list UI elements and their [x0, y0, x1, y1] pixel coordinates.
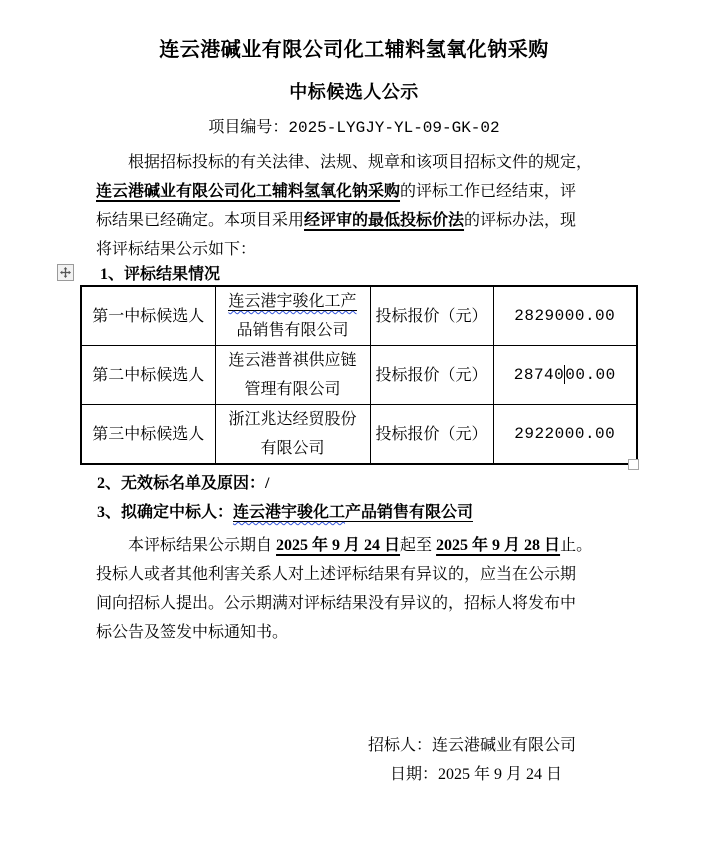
table-move-handle-icon[interactable]: [57, 264, 74, 281]
text-line[interactable]: [96, 177, 612, 206]
table-row: [81, 346, 637, 405]
text-line[interactable]: [96, 235, 612, 264]
table-row: [81, 286, 637, 346]
rank-cell[interactable]: 第三中标候选人: [81, 405, 215, 465]
price-cell[interactable]: 2922000.00: [493, 405, 637, 465]
rank-cell[interactable]: 第一中标候选人: [81, 286, 215, 346]
text-line[interactable]: [96, 206, 612, 235]
price-cell[interactable]: 2829000.00: [493, 286, 637, 346]
company-name-line: [220, 346, 366, 375]
company-name-line: [220, 405, 366, 434]
company-name-line: [220, 287, 366, 316]
text-run: 根据招标投标的有关法律、法规、规章和该项目招标文件的规定，: [128, 154, 593, 171]
emphasized-text-run: 经评审的最低投标价法: [304, 212, 465, 229]
company-name-text: 连云港宇骏化工产: [228, 293, 357, 310]
project-number[interactable]: 项目编号：2025-LYGJY-YL-09-GK-02: [208, 119, 500, 137]
emphasized-text-run: 2025 年 9 月 24 日: [276, 537, 401, 554]
date-line[interactable]: 日期：2025 年 9 月 24 日: [390, 766, 563, 783]
text-run: 间向招标人提出。公示期满对评标结果没有异议的，招标人将发布中: [96, 595, 577, 612]
section-heading-3[interactable]: [97, 502, 708, 523]
price-text: 00.00: [565, 365, 616, 384]
company-name-text: 连云港普祺供应链: [228, 352, 357, 369]
text-run: 起至: [400, 537, 437, 554]
table-resize-handle[interactable]: [628, 459, 639, 470]
company-name-text: 管理有限公司: [244, 381, 341, 398]
company-cell[interactable]: [215, 346, 370, 405]
section-heading-1[interactable]: 1、评标结果情况: [100, 266, 221, 283]
text-line[interactable]: [96, 560, 612, 589]
text-line[interactable]: [96, 531, 612, 560]
emphasized-text-run: 连云港碱业有限公司化工辅料氢氧化钠采购: [96, 183, 401, 200]
bid-results-table: [80, 285, 638, 465]
text-run: 将评标结果公示如下：: [96, 241, 257, 258]
company-cell[interactable]: [215, 405, 370, 465]
text-run: 标公告及签发中标通知书。: [96, 624, 289, 641]
text-run: 的评标工作已经结束，评: [400, 183, 577, 200]
price-label-cell[interactable]: 投标报价（元）: [370, 405, 493, 465]
paragraph-notice[interactable]: [96, 531, 612, 647]
company-name-text: 浙江兆达经贸股份: [228, 411, 357, 428]
text-run: 投标人或者其他利害关系人对上述评标结果有异议的，应当在公示期: [96, 566, 577, 583]
text-line[interactable]: [96, 148, 612, 177]
emphasized-text-run: 2025 年 9 月 28 日: [436, 537, 561, 554]
text-run: 标结果已经确定。本项目采用: [96, 212, 305, 229]
company-name-text: 有限公司: [260, 440, 325, 457]
text-run: 止。: [560, 537, 593, 554]
price-cell[interactable]: [493, 346, 637, 405]
winning-bidder-name-wavy-part: 连云港宇骏化工: [233, 504, 346, 521]
bid-results-table-body: [81, 286, 637, 464]
company-cell[interactable]: [215, 286, 370, 346]
text-line[interactable]: [96, 618, 612, 647]
company-name-line: [220, 375, 366, 404]
table-row: [81, 405, 637, 465]
bidder-signature-line[interactable]: 招标人：连云港碱业有限公司: [368, 737, 577, 754]
section-3-prefix: 3、拟确定中标人：: [97, 504, 234, 521]
signature-block: [368, 731, 708, 789]
document-subtitle[interactable]: 中标候选人公示: [289, 82, 419, 102]
four-way-arrow-icon: [60, 267, 71, 278]
document-title[interactable]: 连云港碱业有限公司化工辅料氢氧化钠采购: [159, 39, 549, 61]
price-label-cell[interactable]: 投标报价（元）: [370, 346, 493, 405]
text-run: 的评标办法，现: [464, 212, 577, 229]
section-heading-2[interactable]: 2、无效标名单及原因：/: [97, 475, 270, 492]
paragraph-intro[interactable]: [96, 148, 612, 264]
rank-cell[interactable]: 第二中标候选人: [81, 346, 215, 405]
text-run: 本评标结果公示期自: [128, 537, 277, 554]
price-label-cell[interactable]: 投标报价（元）: [370, 286, 493, 346]
company-name-text: 品销售有限公司: [236, 322, 349, 339]
text-line[interactable]: [96, 589, 612, 618]
winning-bidder-name: [233, 504, 473, 522]
price-text: 28740: [513, 365, 565, 384]
winning-bidder-name-rest: 产品销售有限公司: [345, 504, 474, 521]
company-name-line: [220, 316, 366, 345]
company-name-line: [220, 434, 366, 463]
